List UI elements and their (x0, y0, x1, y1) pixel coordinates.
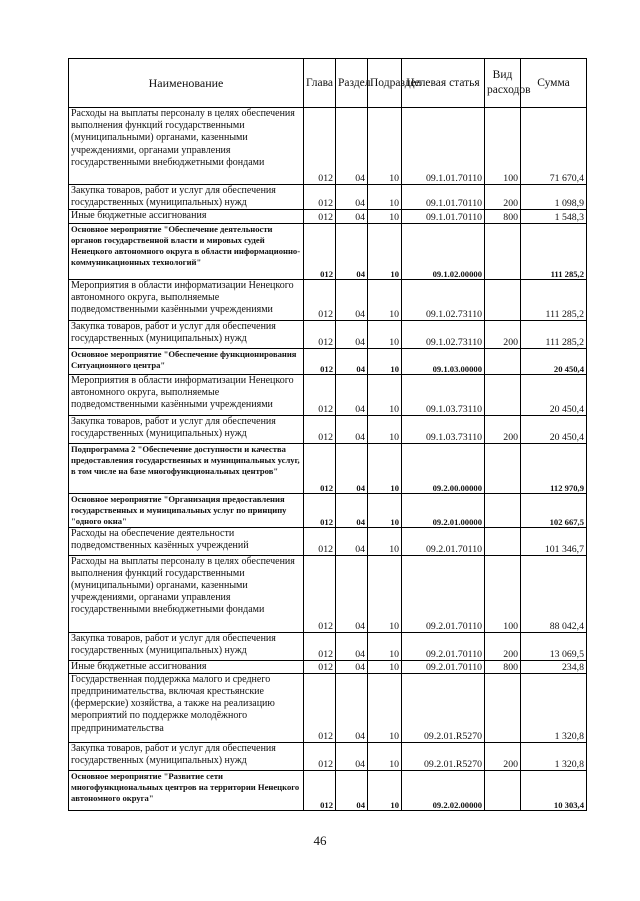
cell-section: 04 (336, 210, 368, 223)
cell-sum: 101 346,7 (521, 527, 587, 555)
cell-expense-type (485, 527, 521, 555)
header-chapter: Глава (304, 59, 336, 108)
table-header-row (69, 59, 587, 108)
cell-section: 04 (336, 493, 368, 527)
cell-chapter: 012 (304, 527, 336, 555)
cell-target: 09.1.03.73110 (402, 374, 485, 415)
cell-expense-type (485, 443, 521, 493)
table-row (69, 673, 587, 742)
table-row (69, 742, 587, 770)
budget-table (68, 58, 587, 811)
cell-section: 04 (336, 632, 368, 660)
header-sum: Сумма (521, 59, 587, 108)
cell-subsection: 10 (368, 279, 402, 320)
cell-expense-type: 200 (485, 320, 521, 348)
cell-name: Расходы на выплаты персоналу в целях обеспечения выполнения функций государственными (муниципальными) органами, казенными учреждениями, органами управления государственными внебюджетными фондами (69, 555, 304, 632)
cell-section: 04 (336, 673, 368, 742)
cell-expense-type (485, 279, 521, 320)
cell-name: Основное мероприятие "Обеспечение функционирования Ситуационного центра" (69, 348, 304, 374)
table-row (69, 632, 587, 660)
cell-sum: 1 548,3 (521, 210, 587, 223)
cell-section: 04 (336, 443, 368, 493)
cell-chapter: 012 (304, 660, 336, 673)
cell-target: 09.2.01.70110 (402, 632, 485, 660)
cell-subsection: 10 (368, 632, 402, 660)
cell-name: Расходы на обеспечение деятельности подведомственных казённых учреждений (69, 527, 304, 555)
cell-sum: 71 670,4 (521, 108, 587, 185)
cell-target: 09.2.01.70110 (402, 527, 485, 555)
cell-expense-type (485, 673, 521, 742)
cell-sum: 20 450,4 (521, 415, 587, 443)
cell-sum: 111 285,2 (521, 223, 587, 279)
cell-sum: 111 285,2 (521, 320, 587, 348)
cell-name: Основное мероприятие "Развитие сети многофункциональных центров на территории Ненецкого автономного округа" (69, 770, 304, 810)
cell-name: Закупка товаров, работ и услуг для обеспечения государственных (муниципальных) нужд (69, 742, 304, 770)
table-row (69, 210, 587, 223)
cell-subsection: 10 (368, 742, 402, 770)
cell-chapter: 012 (304, 223, 336, 279)
cell-subsection: 10 (368, 770, 402, 810)
cell-expense-type (485, 348, 521, 374)
cell-subsection: 10 (368, 660, 402, 673)
table-body (69, 108, 587, 811)
cell-name: Закупка товаров, работ и услуг для обеспечения государственных (муниципальных) нужд (69, 185, 304, 210)
cell-section: 04 (336, 742, 368, 770)
cell-name: Расходы на выплаты персоналу в целях обеспечения выполнения функций государственными (муниципальными) органами, казенными учреждениями, органами управления государственными внебюджетными фондами (69, 108, 304, 185)
cell-subsection: 10 (368, 348, 402, 374)
cell-section: 04 (336, 770, 368, 810)
cell-target: 09.2.01.70110 (402, 660, 485, 673)
cell-section: 04 (336, 555, 368, 632)
cell-target: 09.2.02.00000 (402, 770, 485, 810)
cell-expense-type (485, 374, 521, 415)
cell-expense-type: 800 (485, 660, 521, 673)
cell-expense-type (485, 223, 521, 279)
cell-target: 09.1.01.70110 (402, 185, 485, 210)
cell-target: 09.1.02.00000 (402, 223, 485, 279)
table-row (69, 770, 587, 810)
cell-sum: 1 098,9 (521, 185, 587, 210)
cell-section: 04 (336, 279, 368, 320)
table-row (69, 279, 587, 320)
cell-target: 09.1.03.73110 (402, 415, 485, 443)
cell-sum: 20 450,4 (521, 374, 587, 415)
cell-section: 04 (336, 415, 368, 443)
cell-target: 09.1.01.70110 (402, 210, 485, 223)
cell-name: Мероприятия в области информатизации Ненецкого автономного округа, выполняемые подведомственными казёнными учреждениями (69, 374, 304, 415)
cell-chapter: 012 (304, 374, 336, 415)
cell-target: 09.1.01.70110 (402, 108, 485, 185)
table-row (69, 527, 587, 555)
cell-name: Основное мероприятие "Организация предоставления государственных и муниципальных услуг по принципу "одного окна" (69, 493, 304, 527)
table-row (69, 185, 587, 210)
cell-name: Закупка товаров, работ и услуг для обеспечения государственных (муниципальных) нужд (69, 415, 304, 443)
cell-sum: 13 069,5 (521, 632, 587, 660)
cell-name: Мероприятия в области информатизации Ненецкого автономного округа, выполняемые подведомственными казёнными учреждениями (69, 279, 304, 320)
cell-chapter: 012 (304, 415, 336, 443)
cell-sum: 1 320,8 (521, 742, 587, 770)
cell-subsection: 10 (368, 527, 402, 555)
cell-sum: 1 320,8 (521, 673, 587, 742)
cell-subsection: 10 (368, 108, 402, 185)
table-row (69, 493, 587, 527)
header-subsection: Подраздел (368, 59, 402, 108)
cell-expense-type: 200 (485, 415, 521, 443)
table-row (69, 374, 587, 415)
cell-target: 09.2.01.R5270 (402, 742, 485, 770)
cell-section: 04 (336, 660, 368, 673)
table-row (69, 320, 587, 348)
cell-chapter: 012 (304, 320, 336, 348)
cell-sum: 111 285,2 (521, 279, 587, 320)
cell-name: Подпрограмма 2 "Обеспечение доступности и качества предоставления государственных и муниципальных услуг, в том числе на базе многофункциональных центров" (69, 443, 304, 493)
cell-subsection: 10 (368, 210, 402, 223)
cell-expense-type: 200 (485, 185, 521, 210)
cell-chapter: 012 (304, 210, 336, 223)
cell-section: 04 (336, 320, 368, 348)
cell-chapter: 012 (304, 742, 336, 770)
cell-subsection: 10 (368, 415, 402, 443)
cell-target: 09.2.01.70110 (402, 555, 485, 632)
cell-expense-type: 100 (485, 555, 521, 632)
cell-sum: 10 303,4 (521, 770, 587, 810)
cell-chapter: 012 (304, 279, 336, 320)
table-row (69, 108, 587, 185)
cell-name: Государственная поддержка малого и среднего предпринимательства, включая крестьянские (фермерские) хозяйства, а также на реализацию мероприятий по поддержке молодёжного предпринимательства (69, 673, 304, 742)
cell-sum: 112 970,9 (521, 443, 587, 493)
cell-chapter: 012 (304, 770, 336, 810)
cell-target: 09.2.01.00000 (402, 493, 485, 527)
cell-chapter: 012 (304, 185, 336, 210)
table-row (69, 348, 587, 374)
cell-section: 04 (336, 108, 368, 185)
cell-chapter: 012 (304, 348, 336, 374)
cell-target: 09.2.01.R5270 (402, 673, 485, 742)
cell-chapter: 012 (304, 108, 336, 185)
cell-expense-type: 200 (485, 742, 521, 770)
table-row (69, 223, 587, 279)
cell-chapter: 012 (304, 443, 336, 493)
cell-section: 04 (336, 374, 368, 415)
cell-subsection: 10 (368, 673, 402, 742)
cell-expense-type (485, 770, 521, 810)
header-target: Целевая статья (402, 59, 485, 108)
cell-section: 04 (336, 223, 368, 279)
cell-section: 04 (336, 527, 368, 555)
cell-expense-type: 100 (485, 108, 521, 185)
cell-target: 09.1.03.00000 (402, 348, 485, 374)
header-expense-type: Вид расходов (485, 59, 521, 108)
cell-subsection: 10 (368, 320, 402, 348)
cell-chapter: 012 (304, 555, 336, 632)
cell-target: 09.2.00.00000 (402, 443, 485, 493)
table-row (69, 660, 587, 673)
cell-expense-type: 200 (485, 632, 521, 660)
cell-target: 09.1.02.73110 (402, 279, 485, 320)
cell-expense-type: 800 (485, 210, 521, 223)
table-row (69, 555, 587, 632)
cell-subsection: 10 (368, 555, 402, 632)
cell-name: Закупка товаров, работ и услуг для обеспечения государственных (муниципальных) нужд (69, 320, 304, 348)
cell-chapter: 012 (304, 673, 336, 742)
header-name: Наименование (69, 59, 304, 108)
page-number: 46 (313, 833, 327, 848)
cell-sum: 102 667,5 (521, 493, 587, 527)
cell-subsection: 10 (368, 223, 402, 279)
table-row (69, 415, 587, 443)
cell-section: 04 (336, 185, 368, 210)
cell-chapter: 012 (304, 493, 336, 527)
cell-subsection: 10 (368, 185, 402, 210)
cell-expense-type (485, 493, 521, 527)
cell-subsection: 10 (368, 493, 402, 527)
cell-chapter: 012 (304, 632, 336, 660)
cell-subsection: 10 (368, 443, 402, 493)
cell-section: 04 (336, 348, 368, 374)
cell-name: Закупка товаров, работ и услуг для обеспечения государственных (муниципальных) нужд (69, 632, 304, 660)
table-row (69, 443, 587, 493)
cell-subsection: 10 (368, 374, 402, 415)
cell-name: Иные бюджетные ассигнования (69, 210, 304, 223)
cell-target: 09.1.02.73110 (402, 320, 485, 348)
header-section: Раздел (336, 59, 368, 108)
cell-name: Иные бюджетные ассигнования (69, 660, 304, 673)
cell-name: Основное мероприятие "Обеспечение деятельности органов государственной власти и мировых судей Ненецкого автономного округа в области информационно-коммуникационных технологий" (69, 223, 304, 279)
cell-sum: 88 042,4 (521, 555, 587, 632)
cell-sum: 234,8 (521, 660, 587, 673)
cell-sum: 20 450,4 (521, 348, 587, 374)
